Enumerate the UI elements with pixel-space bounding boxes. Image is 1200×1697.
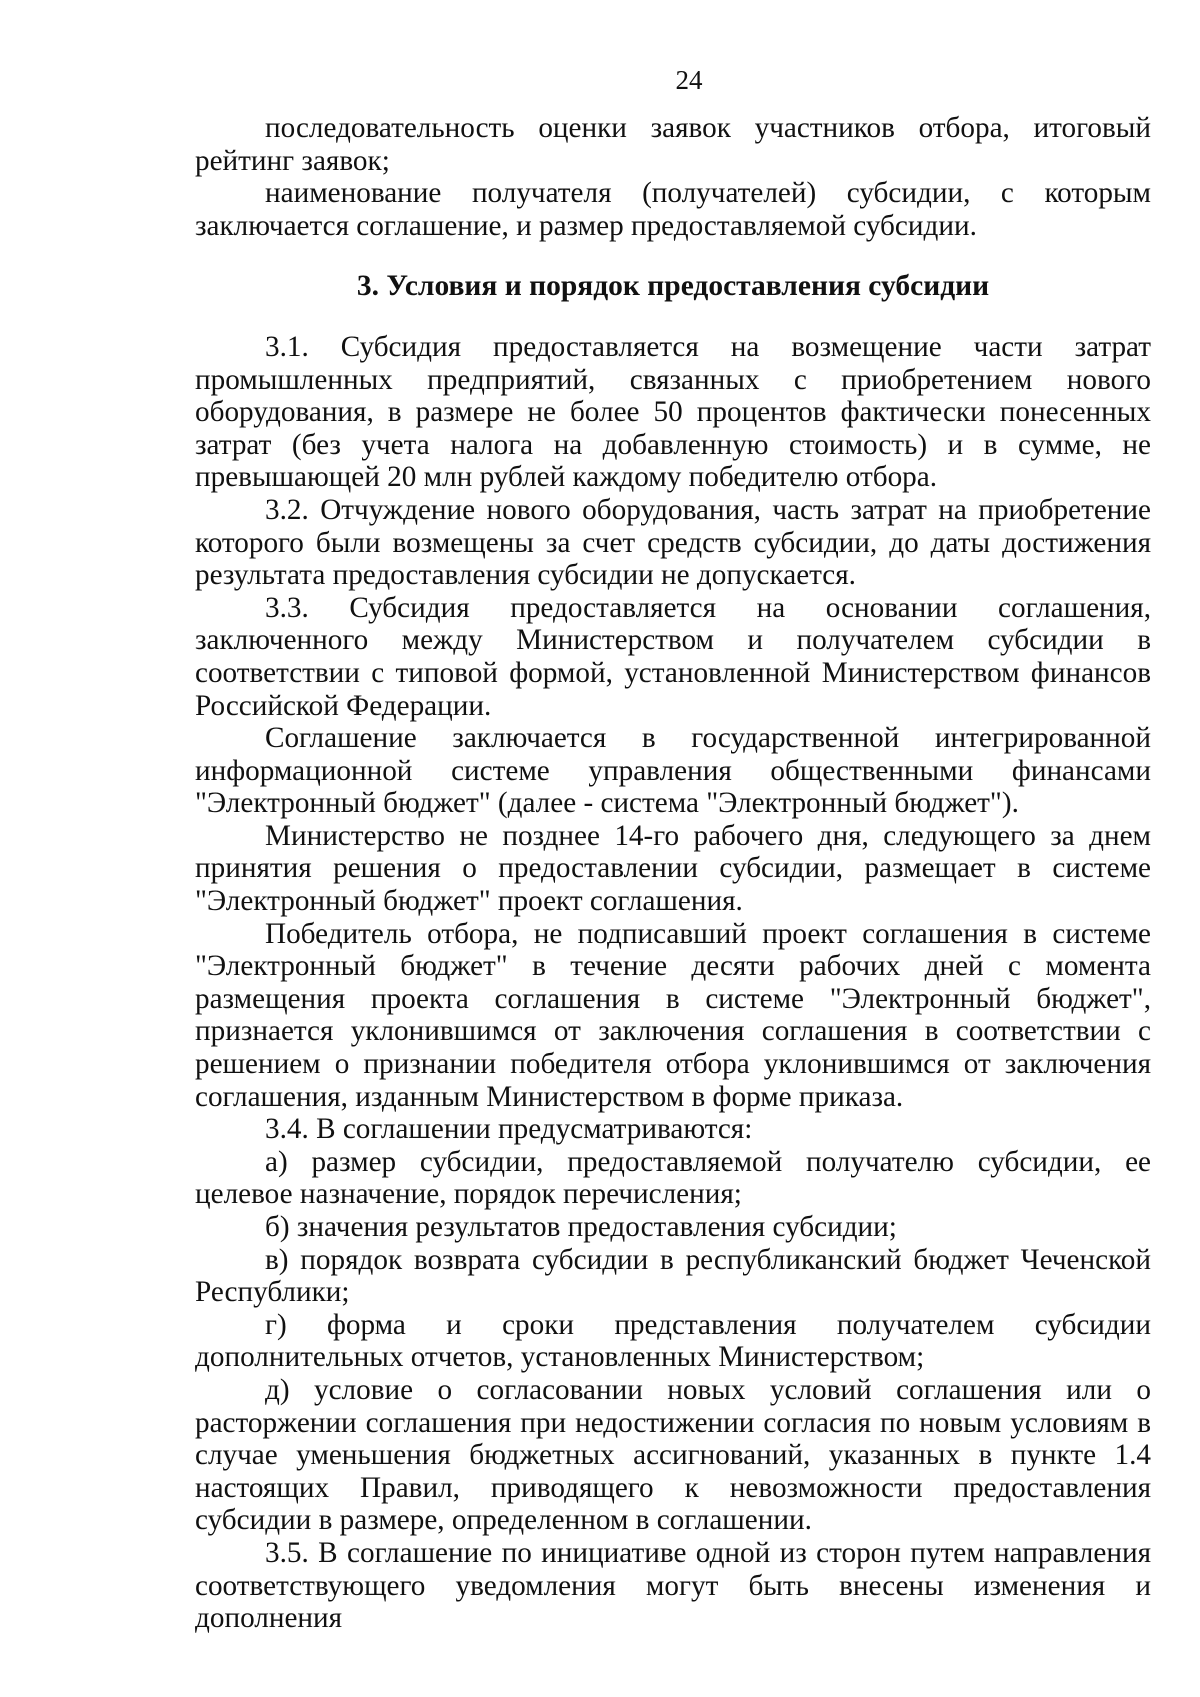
page-number: 24 [675, 65, 703, 95]
paragraph: наименование получателя (получателей) субсидии, с которым заключается соглашение, и размер предоставляемой субсидии. [195, 177, 1151, 242]
list-item: д) условие о согласовании новых условий соглашения или о расторжении соглашения при недостижении согласия по новым условиям в случае уменьшения бюджетных ассигнований, указанных в пункте 1.4 настоящих Правил, приводящего к невозможности предоставления субсидии в размере, определенном в соглашении. [195, 1373, 1151, 1537]
paragraph: Победитель отбора, не подписавший проект соглашения в системе "Электронный бюджет" в течение десяти рабочих дней с момента размещения проекта соглашения в системе "Электронный бюджет", признается уклонившимся от заключения соглашения в соответствии с решением о признании победителя отбора уклонившимся от заключения соглашения, изданным Министерством в форме приказа. [195, 917, 1151, 1113]
section-heading: 3. Условия и порядок предоставления субсидии [356, 270, 990, 303]
list-item: а) размер субсидии, предоставляемой получателю субсидии, ее целевое назначение, порядок перечисления; [195, 1145, 1151, 1211]
paragraph: 3.2. Отчуждение нового оборудования, часть затрат на приобретение которого были возмещены за счет средств субсидии, до даты достижения результата предоставления субсидии не допускается. [195, 493, 1151, 592]
paragraph: Министерство не позднее 14-го рабочего дня, следующего за днем принятия решения о предоставлении субсидии, размещает в системе "Электронный бюджет" проект соглашения. [195, 819, 1151, 918]
document-body [195, 112, 1151, 1635]
paragraph: 3.3. Субсидия предоставляется на основании соглашения, заключенного между Министерством и получателем субсидии в соответствии с типовой формой, установленной Министерством финансов Российской Федерации. [195, 591, 1151, 722]
list-item: б) значения результатов предоставления субсидии; [265, 1211, 897, 1243]
paragraph: последовательность оценки заявок участников отбора, итоговый рейтинг заявок; [195, 112, 1151, 177]
list-item: в) порядок возврата субсидии в республиканский бюджет Чеченской Республики; [195, 1243, 1151, 1309]
paragraph: Соглашение заключается в государственной интегрированной информационной системе управления общественными финансами "Электронный бюджет" (далее - система "Электронный бюджет"). [195, 722, 1151, 820]
paragraph: 3.1. Субсидия предоставляется на возмещение части затрат промышленных предприятий, связанных с приобретением нового оборудования, в размере не более 50 процентов фактически понесенных затрат (без учета налога на добавленную стоимость) и в сумме, не превышающей 20 млн рублей каждому победителю отбора. [195, 330, 1151, 494]
paragraph: 3.5. В соглашение по инициативе одной из сторон путем направления соответствующего уведомления могут быть внесены изменения и дополнения [195, 1536, 1151, 1635]
paragraph: 3.4. В соглашении предусматриваются: [265, 1113, 753, 1146]
list-item: г) форма и сроки представления получателем субсидии дополнительных отчетов, установленных Министерством; [195, 1308, 1151, 1374]
